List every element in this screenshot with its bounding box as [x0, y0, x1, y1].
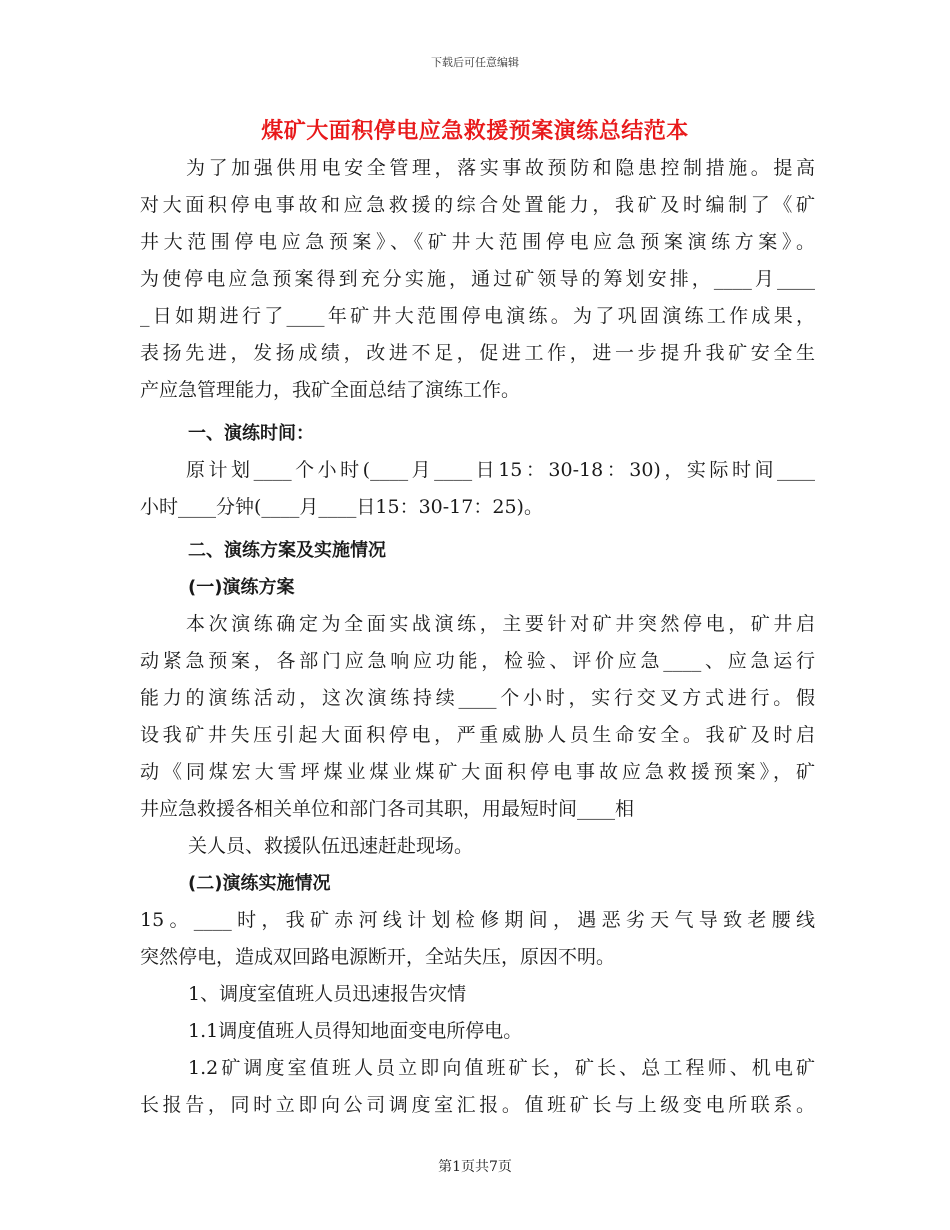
paragraph-line: 井应急救援各相关单位和部门各司其职，用最短时间____相: [140, 798, 635, 820]
header-note: 下载后可任意编辑: [431, 56, 519, 69]
section-heading: 二、演练方案及实施情况: [188, 540, 386, 561]
paragraph-line: 1、调度室值班人员迅速报告灾情: [188, 983, 467, 1005]
paragraph-line: 表扬先进，发扬成绩，改进不足，促进工作，进一步提升我矿安全生: [140, 342, 815, 364]
paragraph-line: _日如期进行了____年矿井大范围停电演练。为了巩固演练工作成果，: [140, 305, 815, 327]
paragraph-line: 1.2矿调度室值班人员立即向值班矿长，矿长、总工程师、机电矿: [188, 1057, 815, 1079]
subsection-heading: (二)演练实施情况: [188, 873, 331, 894]
paragraph-line: 动《同煤宏大雪坪煤业煤业煤矿大面积停电事故应急救援预案》，矿: [140, 761, 815, 783]
paragraph-line: 产应急管理能力，我矿全面总结了演练工作。: [140, 379, 521, 401]
page-number-footer: 第1页共7页: [438, 1159, 512, 1175]
paragraph-line: 动紧急预案，各部门应急响应功能，检验、评价应急____、应急运行: [140, 650, 815, 672]
paragraph-line: 关人员、救援队伍迅速赶赴现场。: [188, 835, 474, 857]
document-body: [140, 150, 815, 1124]
subsection-heading: (一)演练方案: [188, 577, 295, 598]
paragraph-line: 本次演练确定为全面实战演练，主要针对矿井突然停电，矿井启: [186, 613, 815, 635]
paragraph-line: 为了加强供用电安全管理，落实事故预防和隐患控制措施。提高: [186, 157, 815, 179]
paragraph-line: 井大范围停电应急预案》、《矿井大范围停电应急预案演练方案》。: [140, 231, 815, 253]
paragraph-line: 对大面积停电事故和应急救援的综合处置能力，我矿及时编制了《矿: [140, 194, 815, 216]
paragraph-line: 小时____分钟(____月____日15：30-17：25)。: [140, 496, 543, 518]
document-title: 煤矿大面积停电应急救援预案演练总结范本: [261, 119, 689, 144]
paragraph-line: 1.1调度值班人员得知地面变电所停电。: [188, 1020, 523, 1042]
paragraph-line: 突然停电，造成双回路电源断开，全站失压，原因不明。: [140, 946, 616, 968]
section-heading: 一、演练时间：: [188, 423, 314, 444]
paragraph-line: 15。____时，我矿赤河线计划检修期间，遇恶劣天气导致老腰线: [140, 909, 815, 931]
paragraph-line: 原计划____个小时(____月____日15：30-18：30)，实际时间____: [186, 459, 815, 481]
paragraph-line: 长报告，同时立即向公司调度室汇报。值班矿长与上级变电所联系。: [140, 1094, 815, 1116]
paragraph-line: 为使停电应急预案得到充分实施，通过矿领导的筹划安排，____月____: [140, 268, 815, 290]
paragraph-line: 设我矿井失压引起大面积停电，严重威胁人员生命安全。我矿及时启: [140, 724, 815, 746]
paragraph-line: 能力的演练活动，这次演练持续____个小时，实行交叉方式进行。假: [140, 687, 815, 709]
